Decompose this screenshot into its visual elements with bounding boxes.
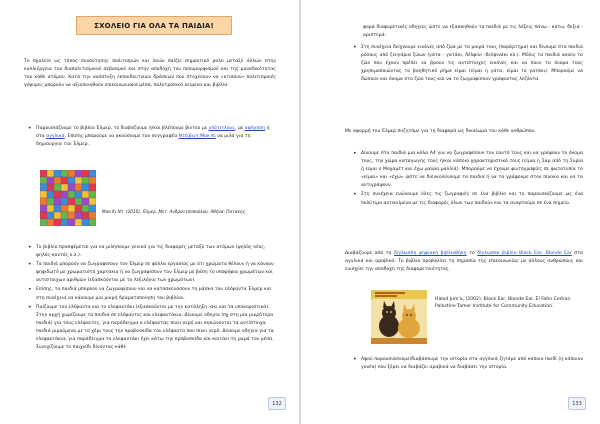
section-title: ΣΧΟΛΕΙΟ ΓΙΑ ΟΛΑ ΤΑ ΠΑΙΔΙΑ! [76,16,232,35]
english-link[interactable]: αγγλικά [46,134,65,140]
right-page [301,0,600,424]
digital-library-link[interactable]: δίγλωσση ψηφιακή βιβλιοθήκη [394,251,467,256]
elmer-book-cover [40,170,96,226]
left-page [0,0,299,424]
second-bullet-list [28,244,276,353]
list-item [28,125,276,149]
book-citation: Haled Jum'a, (2002). Black Ear, Blonde Ear. El Fatin Cedras: Palestine Tamer Institute for Community Education. [435,297,572,310]
paragraph-text: το [466,251,478,256]
author-link[interactable]: Ντέιβιντ Μακ Κι [178,134,216,140]
bullet-text: ή στα [36,126,270,140]
library-paragraph [345,250,583,274]
animals-bullet-list [353,44,583,85]
list-item: • Δίνουμε στα παιδιά μια κόλα Α4 για να ζωγραφίσουν τον εαυτό τους και να γράψουν το όνομα τους, την χώρα καταγωγής τους ή/και κάποιο χαρακτηριστικό τους (είμαι η Σαμ από τη Συρία ή είμαι ο Μοχαμέτ και έχω μαύρα μαλλιά). Μπορούμε να έχουμε φωτογραφίες σε φωτοτυπία το «είμαι» και «έχω» ώστε να διευκολύνουμε τα παιδιά ή να τα γράψουμε στον πίνακα και να τα αντιγράψουν. [353,150,583,190]
list-item: • Στη συνέχεια δείχνουμε εικόνες από ζώα με τα μικρά τους (παράρτημα) και δίνουμε στα παιδιά ρόλους από ζευγάρια ζώων (γάτα - γατάκι, δέλφίνι -δελφινάκι κλ.). Μόλις τα παιδιά ακούν το ζώο που έχουν πρέπει να βρουν τις αντίστοιχες εικόνες και να πουν το όνομα τους χρησιμοποιώντας το βοηθητικό ρήμα είμαι (είμαι η γάτα, είμαι το γατάκι). Μπορούμε να δώσουν και όνομα στο ζώο τους και να το ζωγραφίσουν γράφοντας λεζάντα. [353,44,583,84]
bullet-text: . Επίσης μπορούμε να ακούσουμε τον συγγραφέα [64,134,179,140]
list-item: • Το βιβλίο προσφέρεται για να μιλήσουμε γενικά για τις διαφορές μεταξύ των ατόμων (ψηλός-νέος, ψηλός-κοντός κ.λ.). [28,244,276,260]
drawing-bullet-list [353,150,583,209]
first-bullet-list [28,125,276,150]
paragraph-text: στα αγγλικά και αραβικά. Το βιβλίο προβάλλει τη σημασία της επικοινωνίας με άλλους ανθρώπους και ενισχύει την αποδοχή της διαφορετικότητας. [345,251,584,273]
list-item: • Τα παιδιά μπορούν να ζωγραφίσουν τον Έλμερ σε φύλλα εργασίας με ότι χρώματα θέλουν ή να κάνουν ψηφιδωτό με χρωματιστά χαρτάκια ή να ζωγραφίσουν τον Έλμερ με βάση το υποψήφια χρωμάτων και αντίστοιχων αριθμών (εξασκούνται με το λεξιλόγιο των χρωμάτων). [28,261,276,285]
narration-link[interactable]: αφήγηση [244,126,266,131]
reading-bullet-list [353,356,583,373]
intro-paragraph: Το σχολείο ως τόπος συνάντησης πολιτισμών και λαών παίζει σημαντικό ρολο μεταξύ άλλων στην καλλιέργεια του διαπολιτισμικού σεβασμού και στην αποδοχή του πολυμορφισμού και της μοναδικότητας του κάθε ατόμου. Κατά την ανάπτυξη εκπαιδευτικών δράσεων που στοχεύουν να «κτίσουν» πολιτισμικές γέφυρες μπορούν να αξιοποιηθούν επικοινωνιακά μέσα, πολυτροπικά κείμενα και βιβλία. [24,59,276,89]
black-ear-book-cover [371,290,427,344]
subtitles-link[interactable]: υπότιτλους [208,126,235,131]
page-number: 133 [568,397,586,410]
continued-paragraph: φορά διαφορετικές οδηγίες ώστε να εξασκηθούν τα παιδιά με τις λέξεις πάνω - κάτω, δεξιά - αριστερά. [363,25,583,39]
bullet-text: Παρουσιάζουμε το βιβλίο Έλμερ, το διαβάζουμε ή/και βλέπουμε βίντεο με [36,126,209,131]
page-number: 132 [268,397,286,410]
patchwork-elephant-icon [40,170,96,226]
list-item: • Παίζουμε τον ελέφαντα και το ελεφαντάκι (εξασκούνται με την κατάληξη -άκι και τα υποκοριστικά). Στην αρχή χωρίζουμε τα παιδιά σε ελέφαντες και ελεφαντάκια. Δίνουμε οδηγία (πχ στη μία μικρότερα παιδιά) για τους ελέφαντες, για παράδειγμα ο ελέφαντας πίνει νερό και σηκώνονται τα αντίστοιχα παιδιά μιμούμενα με το χέρι τους την προβοσκίδα του ελέφαντα που πίνει νερό. Δίνουμε οδηγία για τα ελεφαντάκια, για παράδειγμα το ελεφαντάκι έχει κάτω την προβοσκίδα και κοιτάει τη μαμά του μέσα. Συνεχίζουμε το παιχνίδι δίνοντας κάθε [28,304,276,353]
difference-paragraph: Με αφορμή τον Έλμερ συζητάμε για τη διαφορά ως δικαίωμα του κάθε ανθρώπου. [345,129,536,134]
cats-illustration-icon [371,290,427,344]
paragraph-text: Διαβάζουμε από τη [345,251,394,256]
bilingual-book-link[interactable]: δίγλωσσο βιβλίο Black Ear, Blonde Ear [477,251,572,256]
bullet-text: , με [234,126,245,131]
bullet-text: να μιλά για τη δημιουργία του Έλμερ. [36,134,251,148]
list-item: • Αφού παρουσιάσουμε/διαβάσουμε την ιστορία στα αγγλικά ζητάμε από κάποιο παιδί (ή κάποιον γονέα) που ξέρει να διαβάζει αραβικά να διαβάσει την ιστορία. [353,356,583,372]
list-item: • Στη συνέχεια ενώνουμε όλες τις ζωγραφιές σε ένα βιβλίο και το παρουσιάζουμε ως ένα πολύτιμο αντικείμενο με τις διαφορές όλων των παιδιών και τα αναρτούμε σε ένα σημείο. [353,191,583,207]
list-item: • Επίσης, τα παιδιά μπορούν να ζωγραφίσουν και να κατασκευάσουν τη μάσκα του ελέφαντα Έλμερ και στη συνέχεια να κάνουμε μια μικρή δραματοποίηση του βιβλίου. [28,286,276,302]
book-citation: Μακ Κι Ντ. (2010). Έλμερ. Μετ. Ανδρουτσοπούλου. Αθήνα: Πατάκης. [102,209,247,214]
